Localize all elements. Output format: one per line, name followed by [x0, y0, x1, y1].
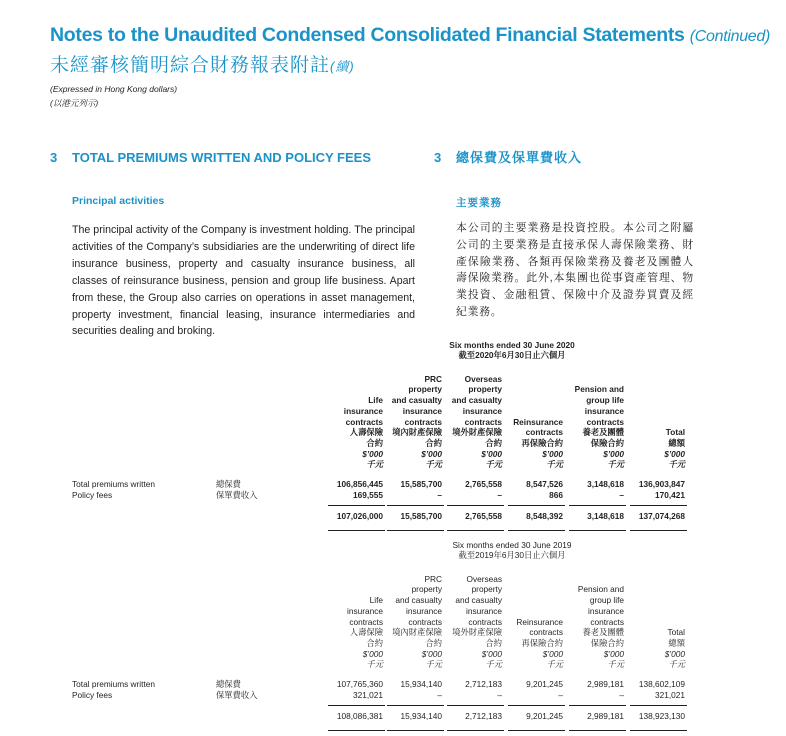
column-header-line: 合約: [485, 437, 502, 448]
total-cell: 138,923,130: [638, 711, 685, 721]
column-header-line: contracts: [525, 427, 563, 438]
column-header-line: contracts: [349, 616, 383, 627]
column-unit-zh: 千元: [546, 659, 563, 670]
section-title-en: TOTAL PREMIUMS WRITTEN AND POLICY FEES: [72, 150, 372, 165]
column-header-line: property: [468, 384, 502, 395]
rule-line: [630, 730, 687, 731]
paragraph-zh: 本公司的主要業務是投資控股。本公司之附屬公司的主要業務是直接承保人壽保險業務、財產保險業務、各類再保險業務及養老及團體人壽保險業務。此外,本集團也從事資產管理、物業投資、金融租賃、保險中介及證券買賣及經紀業務。: [456, 222, 694, 318]
column-header-line: 合約: [425, 437, 442, 448]
rule-line: [387, 705, 444, 706]
column-header-line: 合約: [425, 637, 442, 648]
column-unit: $’000: [362, 648, 383, 659]
rule-line: [387, 505, 444, 506]
currency-note-en: (Expressed in Hong Kong dollars): [50, 84, 178, 94]
paragraph-en: The principal activity of the Company is investment holding. The principal activities of the Company’s subsidiaries are the underwriting of direct life insurance business, property and casualty insurance business, all classes of reinsurance business, pension and group life business. Apart from these, the Group also carries on operations in asset management, property investment, financial leasing, insurance intermediaries and securities dealing and broking.: [72, 224, 415, 338]
column-unit: $’000: [481, 448, 502, 459]
column-header: [601, 627, 685, 670]
rule-line: [447, 705, 504, 706]
column-header-line: 保險合約: [590, 437, 624, 448]
column-header-line: property: [471, 584, 502, 595]
subheading-en: Principal activities: [72, 195, 165, 207]
column-header-line: 境外財產保險: [452, 627, 502, 638]
column-unit: $’000: [421, 448, 442, 459]
rule-line: [387, 530, 444, 531]
column-header-line: contracts: [529, 627, 563, 638]
rule-line: [569, 730, 626, 731]
table-cell: 2,712,183: [465, 679, 502, 689]
row-label-zh: 保單費收入: [216, 689, 258, 700]
column-unit: $’000: [603, 648, 624, 659]
rule-line: [447, 530, 504, 531]
table-cell: –: [619, 689, 624, 700]
section-title-zh: 總保費及保單費收入: [456, 150, 583, 165]
column-header-line: insurance: [466, 605, 502, 616]
column-header-line: property: [411, 584, 442, 595]
rule-line: [508, 730, 565, 731]
table-cell: 321,021: [353, 689, 383, 700]
column-header-line: 總額: [668, 637, 685, 648]
title-en: Notes to the Unaudited Condensed Consolidated Financial Statements: [50, 24, 685, 46]
table-cell: –: [619, 489, 624, 500]
column-header-line: and casualty: [451, 395, 502, 406]
column-header-line: 養老及團體: [582, 627, 624, 638]
column-header-line: PRC: [424, 373, 442, 384]
table-cell: –: [558, 689, 563, 700]
table-cell: 169,555: [353, 489, 383, 500]
column-unit-zh: 千元: [366, 659, 383, 670]
column-unit: $’000: [664, 448, 685, 459]
period-heading-en: Six months ended 30 June 2019: [452, 540, 572, 550]
column-unit: $’000: [362, 448, 383, 459]
row-label-en: Total premiums written: [72, 479, 155, 489]
column-header-line: 境外財產保險: [452, 427, 502, 438]
subheading-zh: 主要業務: [456, 197, 502, 209]
rule-line: [328, 730, 385, 731]
currency-note-zh: (以港元列示): [50, 98, 99, 108]
column-unit-zh: 千元: [425, 459, 442, 470]
column-header-line: PRC: [424, 573, 442, 584]
row-label-zh: 總保費: [216, 479, 241, 489]
column-unit: $’000: [664, 648, 685, 659]
column-header-line: Total: [667, 627, 685, 638]
column-header-line: Reinsurance: [516, 616, 563, 627]
column-header-line: 保險合約: [590, 637, 624, 648]
rule-line: [328, 530, 385, 531]
column-header-line: Reinsurance: [513, 416, 563, 427]
column-header-line: 再保險合約: [521, 437, 563, 448]
column-header-line: and casualty: [455, 595, 502, 606]
period-heading-zh: 截至2020年6月30日止六個月: [458, 350, 566, 360]
total-cell: 9,201,245: [526, 711, 563, 721]
column-header-line: insurance: [584, 405, 624, 416]
column-unit-zh: 千元: [366, 459, 383, 470]
column-header-line: insurance: [402, 405, 442, 416]
column-header-line: 總額: [668, 437, 685, 448]
column-header-line: insurance: [588, 605, 624, 616]
row-label-zh: 總保費: [216, 679, 241, 689]
column-header-line: 境內財產保險: [392, 427, 442, 438]
column-header-line: Overseas: [466, 573, 502, 584]
section-number-zh: 3: [434, 150, 442, 165]
column-header-line: 合約: [366, 437, 383, 448]
column-header-line: 人壽保險: [349, 627, 383, 638]
section-number: 3: [50, 150, 58, 165]
table-cell: –: [497, 689, 502, 700]
rule-line: [630, 530, 687, 531]
table-cell: 136,903,847: [638, 479, 685, 489]
column-header-line: and casualty: [395, 595, 442, 606]
rule-line: [447, 505, 504, 506]
rule-line: [569, 530, 626, 531]
column-header-line: insurance: [343, 405, 383, 416]
column-unit-zh: 千元: [425, 659, 442, 670]
rule-line: [328, 505, 385, 506]
rule-line: [328, 705, 385, 706]
total-cell: 137,074,268: [638, 511, 685, 521]
column-unit: $’000: [603, 448, 624, 459]
column-unit: $’000: [542, 648, 563, 659]
row-label-en: Policy fees: [72, 489, 113, 500]
column-header-line: 合約: [366, 637, 383, 648]
column-header-line: Life: [369, 595, 383, 606]
total-cell: 107,026,000: [336, 511, 383, 521]
column-header-line: contracts: [590, 616, 624, 627]
column-unit-zh: 千元: [546, 459, 563, 470]
column-header-line: contracts: [408, 616, 442, 627]
table-cell: 866: [549, 489, 563, 500]
page-title: [50, 24, 770, 47]
period-heading-en: Six months ended 30 June 2020: [449, 340, 575, 350]
column-header-line: and casualty: [391, 395, 442, 406]
total-cell: 108,086,381: [336, 711, 383, 721]
column-header-line: contracts: [464, 416, 502, 427]
table-cell: 138,602,109: [638, 679, 685, 689]
column-header-line: contracts: [586, 416, 624, 427]
continued-zh: (續): [330, 59, 355, 74]
rule-line: [630, 705, 687, 706]
table-cell: –: [437, 689, 442, 700]
column-header-line: contracts: [345, 416, 383, 427]
total-cell: 2,765,558: [465, 511, 502, 521]
table-cell: 9,201,245: [526, 679, 563, 689]
column-unit-zh: 千元: [485, 659, 502, 670]
rule-line: [569, 705, 626, 706]
rule-line: [508, 705, 565, 706]
rule-line: [508, 530, 565, 531]
table-cell: –: [437, 489, 442, 500]
column-header-line: Pension and: [577, 584, 624, 595]
table-cell: 8,547,526: [526, 479, 563, 489]
page-title-zh: [50, 50, 355, 77]
table-cell: 2,989,181: [587, 679, 624, 689]
row-label-en: Total premiums written: [72, 679, 155, 689]
total-cell: 2,989,181: [587, 711, 624, 721]
continued-en: (Continued): [689, 28, 771, 45]
table-cell: 15,934,140: [400, 679, 442, 689]
table-cell: 107,765,360: [336, 679, 383, 689]
row-label-en: Policy fees: [72, 689, 113, 700]
total-cell: 3,148,618: [587, 511, 624, 521]
column-header-line: Pension and: [574, 384, 624, 395]
column-header-line: group life: [589, 595, 624, 606]
table-cell: 170,421: [655, 489, 685, 500]
column-unit: $’000: [542, 448, 563, 459]
column-unit-zh: 千元: [607, 459, 624, 470]
column-header-line: Total: [665, 427, 685, 438]
title-zh: 未經審核簡明綜合財務報表附註: [50, 55, 331, 76]
total-cell: 15,585,700: [400, 511, 442, 521]
table-cell: 321,021: [655, 689, 685, 700]
rule-line: [387, 730, 444, 731]
total-cell: 2,712,183: [465, 711, 502, 721]
column-unit: $’000: [421, 648, 442, 659]
column-header-line: 再保險合約: [521, 637, 563, 648]
column-header-line: insurance: [406, 605, 442, 616]
column-header-line: Overseas: [464, 373, 502, 384]
column-header-line: Life: [368, 395, 383, 406]
column-header-line: 養老及團體: [582, 427, 624, 438]
table-cell: 2,765,558: [465, 479, 502, 489]
column-unit-zh: 千元: [668, 459, 685, 470]
column-header-line: contracts: [404, 416, 442, 427]
table-cell: –: [497, 489, 502, 500]
column-header-line: group life: [586, 395, 624, 406]
rule-line: [447, 730, 504, 731]
column-header-line: contracts: [468, 616, 502, 627]
rule-line: [630, 505, 687, 506]
table-cell: 15,585,700: [400, 479, 442, 489]
column-unit-zh: 千元: [607, 659, 624, 670]
column-unit-zh: 千元: [485, 459, 502, 470]
column-unit-zh: 千元: [668, 659, 685, 670]
total-cell: 15,934,140: [400, 711, 442, 721]
row-label-zh: 保單費收入: [216, 489, 258, 500]
rule-line: [569, 505, 626, 506]
column-header-line: insurance: [462, 405, 502, 416]
column-header-line: 境內財產保險: [392, 627, 442, 638]
rule-line: [508, 505, 565, 506]
table-cell: 3,148,618: [587, 479, 624, 489]
column-header-line: 人壽保險: [349, 427, 383, 438]
period-heading-zh: 截至2019年6月30日止六個月: [458, 550, 566, 560]
column-unit: $’000: [481, 648, 502, 659]
total-cell: 8,548,392: [526, 511, 563, 521]
column-header-line: 合約: [485, 637, 502, 648]
table-cell: 106,856,445: [336, 479, 383, 489]
column-header: [601, 427, 685, 470]
column-header-line: insurance: [347, 605, 383, 616]
column-header-line: property: [408, 384, 442, 395]
